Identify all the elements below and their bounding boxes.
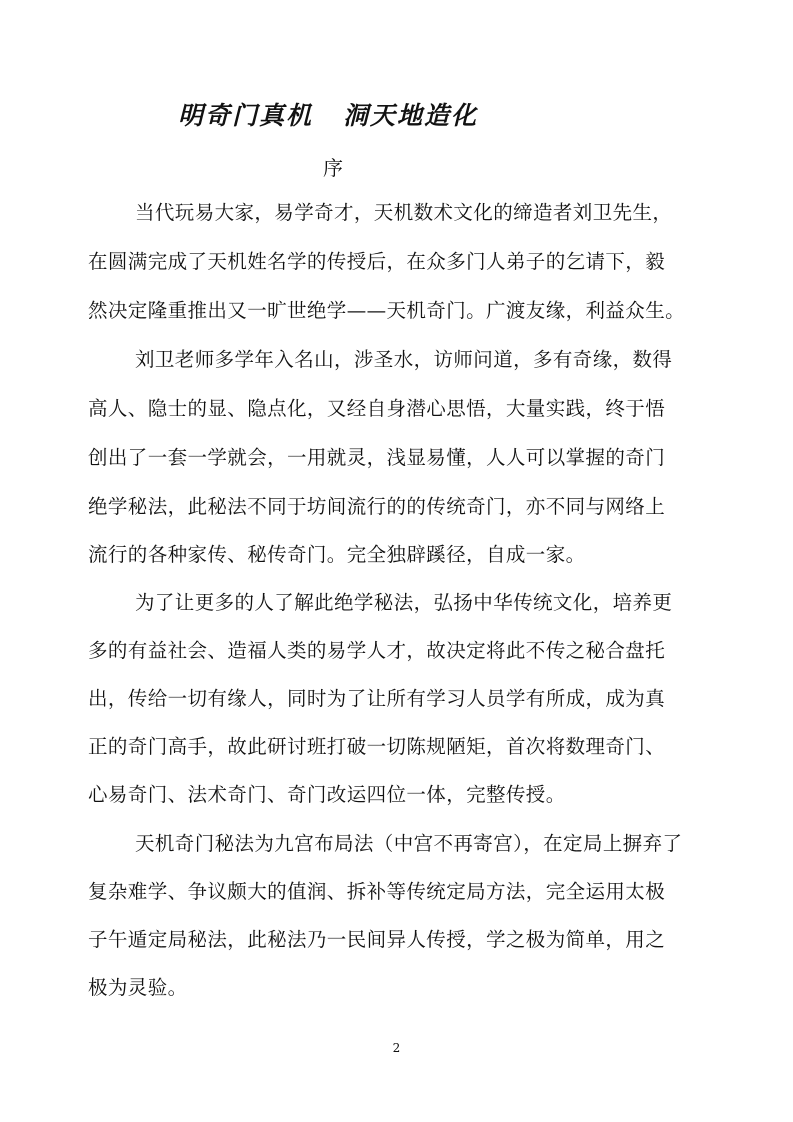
paragraph-line: 为了让更多的人了解此绝学秘法，弘扬中华传统文化，培养更	[135, 591, 673, 614]
title-part-1: 明奇门真机	[178, 101, 314, 130]
paragraph-line: 创出了一套一学就会，一用就灵，浅显易懂，人人可以掌握的奇门	[88, 446, 666, 469]
paragraph-line: 极为灵验。	[88, 976, 188, 999]
page-number: 2	[392, 1041, 401, 1055]
paragraph-line: 流行的各种家传、秘传奇门。完全独辟蹊径，自成一家。	[88, 543, 586, 566]
paragraph-line: 复杂难学、争议颇大的值润、拆补等传统定局方法，完全运用太极	[88, 880, 666, 903]
paragraph-line: 心易奇门、法术奇门、奇门改运四位一体，完整传授。	[88, 783, 566, 806]
page-title	[178, 100, 478, 132]
paragraph-line: 子午遁定局秘法，此秘法乃一民间异人传授，学之极为简单，用之	[88, 928, 666, 951]
paragraph-line: 天机奇门秘法为九宫布局法（中宫不再寄宫），在定局上摒弃了	[135, 832, 683, 855]
title-part-2: 洞天地造化	[343, 101, 479, 130]
section-heading: 序	[323, 156, 343, 180]
paragraph-line: 正的奇门高手，故此研讨班打破一切陈规陋矩，首次将数理奇门、	[88, 735, 666, 758]
paragraph-line: 当代玩易大家，易学奇才，天机数术文化的缔造者刘卫先生，	[135, 201, 673, 224]
paragraph-line: 然决定隆重推出又一旷世绝学——天机奇门。广渡友缘，利益众生。	[88, 299, 686, 322]
paragraph-line: 在圆满完成了天机姓名学的传授后，在众多门人弟子的乞请下，毅	[88, 250, 666, 273]
paragraph-line: 出，传给一切有缘人，同时为了让所有学习人员学有所成，成为真	[88, 687, 666, 710]
paragraph-line: 绝学秘法，此秘法不同于坊间流行的的传统奇门，亦不同与网络上	[88, 495, 666, 518]
paragraph-line: 高人、隐士的显、隐点化，又经自身潜心思悟，大量实践，终于悟	[88, 397, 666, 420]
paragraph-line: 刘卫老师多学年入名山，涉圣水，访师问道，多有奇缘，数得	[135, 348, 673, 371]
paragraph-line: 多的有益社会、造福人类的易学人才，故决定将此不传之秘合盘托	[88, 639, 666, 662]
